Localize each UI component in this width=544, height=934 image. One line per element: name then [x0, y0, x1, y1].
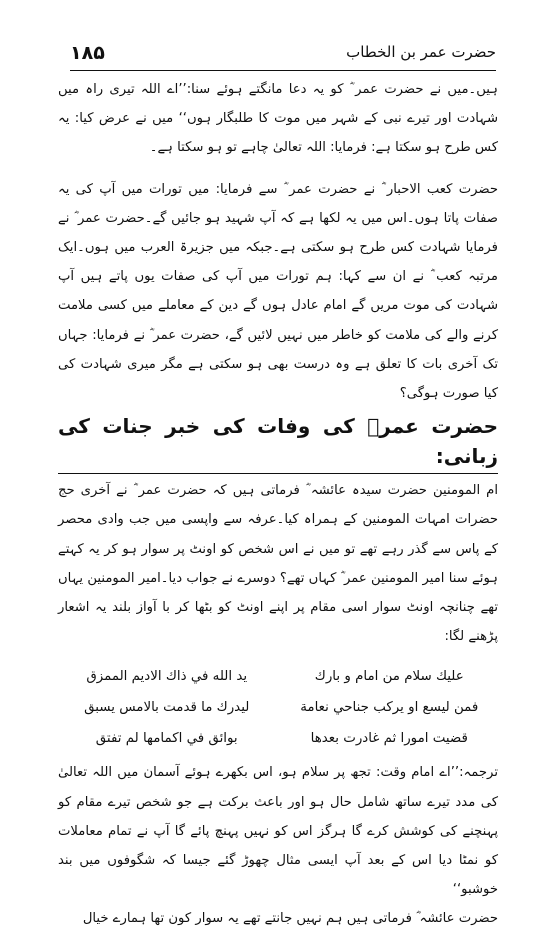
paragraph-3: ام المومنین حضرت سیدہ عائشہ ؓ فرماتی ہیں کہ حضرت عمر ؓ نے آخری حج حضرات امہات المومنین کے ہمراہ کیا۔عرفہ سے واپسی میں جب وادی محصر کے پاس سے گذر رہے تھے تو میں نے اس شخص کو اونٹ پر سوار ہو کر یہ کہتے ہوئے سنا امیر المومنین عمر ؓ کہاں تھے؟ دوسرے نے جواب دیا۔امیر المومنین یہاں تھے چنانچہ اونٹ سوار اسی مقام پر اپنے اونٹ کو بٹھا کر با آواز بلند یہ اشعار پڑھنے لگا: [58, 483, 498, 645]
translation-paragraph: ترجمہ:’’اے امام وقت: تجھ پر سلام ہو، اس بکھرے ہوئے آسمان میں اللہ تعالیٰ کی مدد تیرے ساتھ شامل حال ہو اور باعث برکت ہے جو شخص تیرے مقام کو پہنچنے کی کوشش کرے گا ہرگز اس کو نہیں پہنچ پائے گا آپ نے تمام معاملات کو نمٹا دیا اس کے بعد آپ ایسی مثال چھوڑ گئے جیسا کہ شگوفوں میں بند خوشبو‘‘ [58, 765, 498, 898]
section-heading: حضرت عمرؓ کی وفات کی خبر جنات کی زبانی: [58, 411, 498, 474]
verse-hemistich: يد الله في ذاك الاديم الممزق [86, 669, 248, 685]
page-body [58, 75, 498, 934]
verse-hemistich: ليدرك ما قدمت بالامس يسبق [84, 700, 250, 716]
verse-row [64, 692, 492, 723]
page-header [70, 40, 496, 71]
paragraph-1: ہیں۔میں نے حضرت عمر ؓ کو یہ دعا مانگتے ہوئے سنا:’’اے اللہ تیری راہ میں شہادت اور تیرے نبی کے شہر میں موت کا طلبگار ہوں‘‘ میں نے عرض کیا: یہ کس طرح ہو سکتا ہے: فرمایا: اللہ تعالیٰ چاہے تو ہو سکتا ہے۔ [58, 82, 498, 156]
verse-row [64, 661, 492, 692]
poem-verses [64, 661, 492, 754]
verse-hemistich: فمن ليسع او يركب جناحي نعامة [300, 700, 479, 716]
verse-hemistich: بوائق في اكمامها لم تفتق [95, 731, 238, 747]
paragraph-2: حضرت کعب الاحبار ؓ نے حضرت عمر ؓ سے فرمایا: میں تورات میں آپ کی یہ صفات پاتا ہوں۔اس میں یہ لکھا ہے کہ آپ شہید ہو جائیں گے۔حضرت عمر ؓ نے فرمایا شہادت کس طرح ہو سکتی ہے۔جبکہ میں جزیرۃ العرب میں ہوں۔ایک مرتبہ کعب ؓ نے ان سے کہا: ہم تورات میں آپ کی صفات یوں پاتے ہیں آپ شہادت کی موت مریں گے امام عادل ہوں گے دین کے معاملے میں کسی ملامت کرنے والے کی ملامت کو خاطر میں نہیں لائیں گے، حضرت عمر ؓ نے فرمایا: جہاں تک آخری بات کا تعلق ہے وہ درست بھی ہو سکتی ہے مگر میری شہادت کی کیا صورت ہوگی؟ [58, 181, 498, 402]
verse-row [64, 723, 492, 754]
paragraph-5: حضرت عائشہ ؓ فرماتی ہیں ہم نہیں جانتے تھے یہ سوار کون تھا ہمارے خیال [82, 911, 498, 927]
page-number: ۱۸۵ [70, 42, 105, 64]
running-title: حضرت عمر بن الخطاب [346, 43, 496, 61]
verse-hemistich: قضيت امورا ثم غادرت بعدها [310, 731, 468, 747]
verse-hemistich: عليك سلام من امام و بارك [314, 669, 464, 685]
